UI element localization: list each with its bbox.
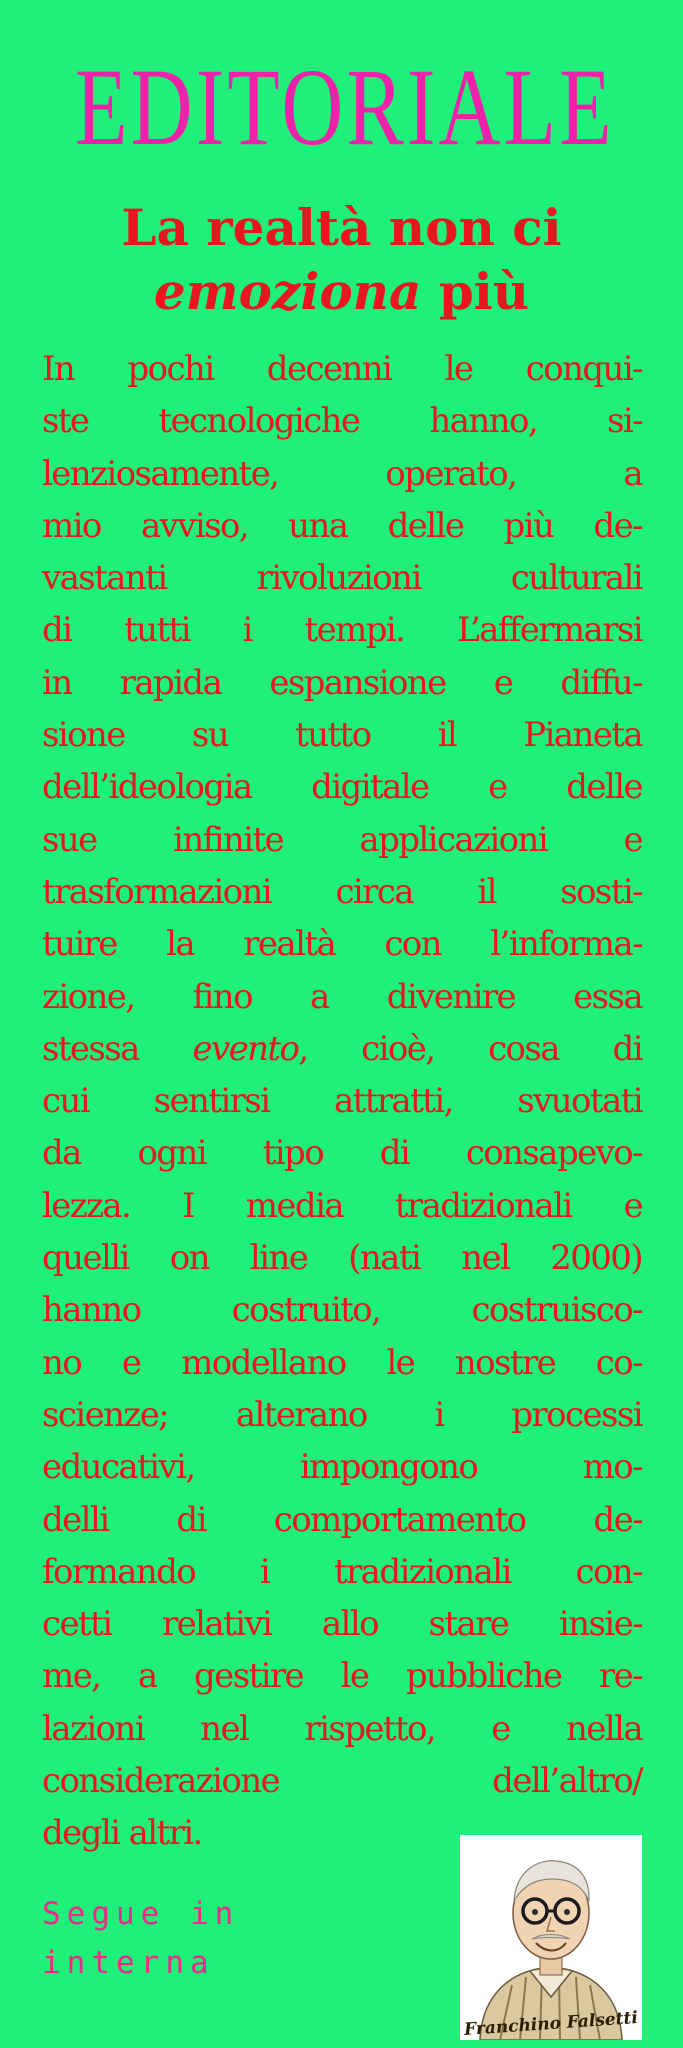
continue-note-line-1: Segue in (42, 1896, 240, 1932)
article-line: tuire la realtà con l’informa- (42, 924, 642, 965)
article-line: cetti relativi allo stare insie- (42, 1604, 642, 1645)
article-line: degli altri. (42, 1813, 202, 1854)
headline-line-1: La realtà non ci (121, 198, 562, 257)
author-signature: Franchino Falsetti (463, 2007, 639, 2040)
article-line: lezza. I media tradizionali e (42, 1185, 642, 1226)
article-line: formando i tradizionali con- (42, 1551, 642, 1592)
article-line: di tutti i tempi. L’affermarsi (42, 610, 642, 651)
article-line: lazioni nel rispetto, e nella (42, 1708, 642, 1749)
article-line-part: stessa (42, 1028, 193, 1069)
article-line: no e modellano le nostre co- (42, 1342, 642, 1383)
article-line: hanno costruito, costruisco- (42, 1290, 642, 1331)
article-line: sue infinite applicazioni e (42, 819, 642, 860)
article-line-italic: evento (192, 1028, 299, 1069)
article-line: da ogni tipo di consapevo- (42, 1133, 642, 1174)
article-line-mixed (42, 1023, 642, 1075)
article-line: mio avviso, una delle più de- (42, 505, 642, 546)
article-line: sione su tutto il Pianeta (42, 715, 642, 756)
masthead-title: EDITORIALE (75, 46, 615, 168)
article-line: considerazione dell’altro/ (42, 1761, 642, 1802)
headline (20, 196, 663, 324)
headline-emphasis: emoziona (153, 262, 422, 321)
article-line: in rapida espansione e diffu- (42, 662, 642, 703)
article-body (42, 343, 642, 1860)
article-line: delli di comportamento de- (42, 1499, 642, 1540)
article-line: lenziosamente, operato, a (42, 453, 642, 494)
article-line: In pochi decenni le conqui- (42, 349, 642, 389)
article-line: cui sentirsi attratti, svuotati (42, 1081, 642, 1122)
article-line: ste tecnologiche hanno, si- (42, 401, 642, 442)
article-line: vastanti rivoluzioni culturali (42, 558, 642, 599)
continue-note[interactable] (42, 1890, 239, 1988)
article-line: quelli on line (nati nel 2000) (42, 1238, 642, 1279)
headline-rest: più (421, 262, 530, 321)
article-line-part: , cioè, cosa di (298, 1028, 642, 1069)
article-line: dell’ideologia digitale e delle (42, 767, 642, 808)
continue-note-line-2: interna (42, 1945, 215, 1981)
article-line: me, a gestire le pubbliche re- (42, 1656, 642, 1697)
headline-line-2 (20, 260, 663, 324)
author-portrait (460, 1835, 642, 2040)
article-line: scienze; alterano i processi (42, 1394, 642, 1435)
article-line: trasformazioni circa il sosti- (42, 871, 642, 912)
article-line: educativi, impongono mo- (42, 1447, 642, 1488)
article-line: zione, fino a divenire essa (42, 976, 642, 1017)
